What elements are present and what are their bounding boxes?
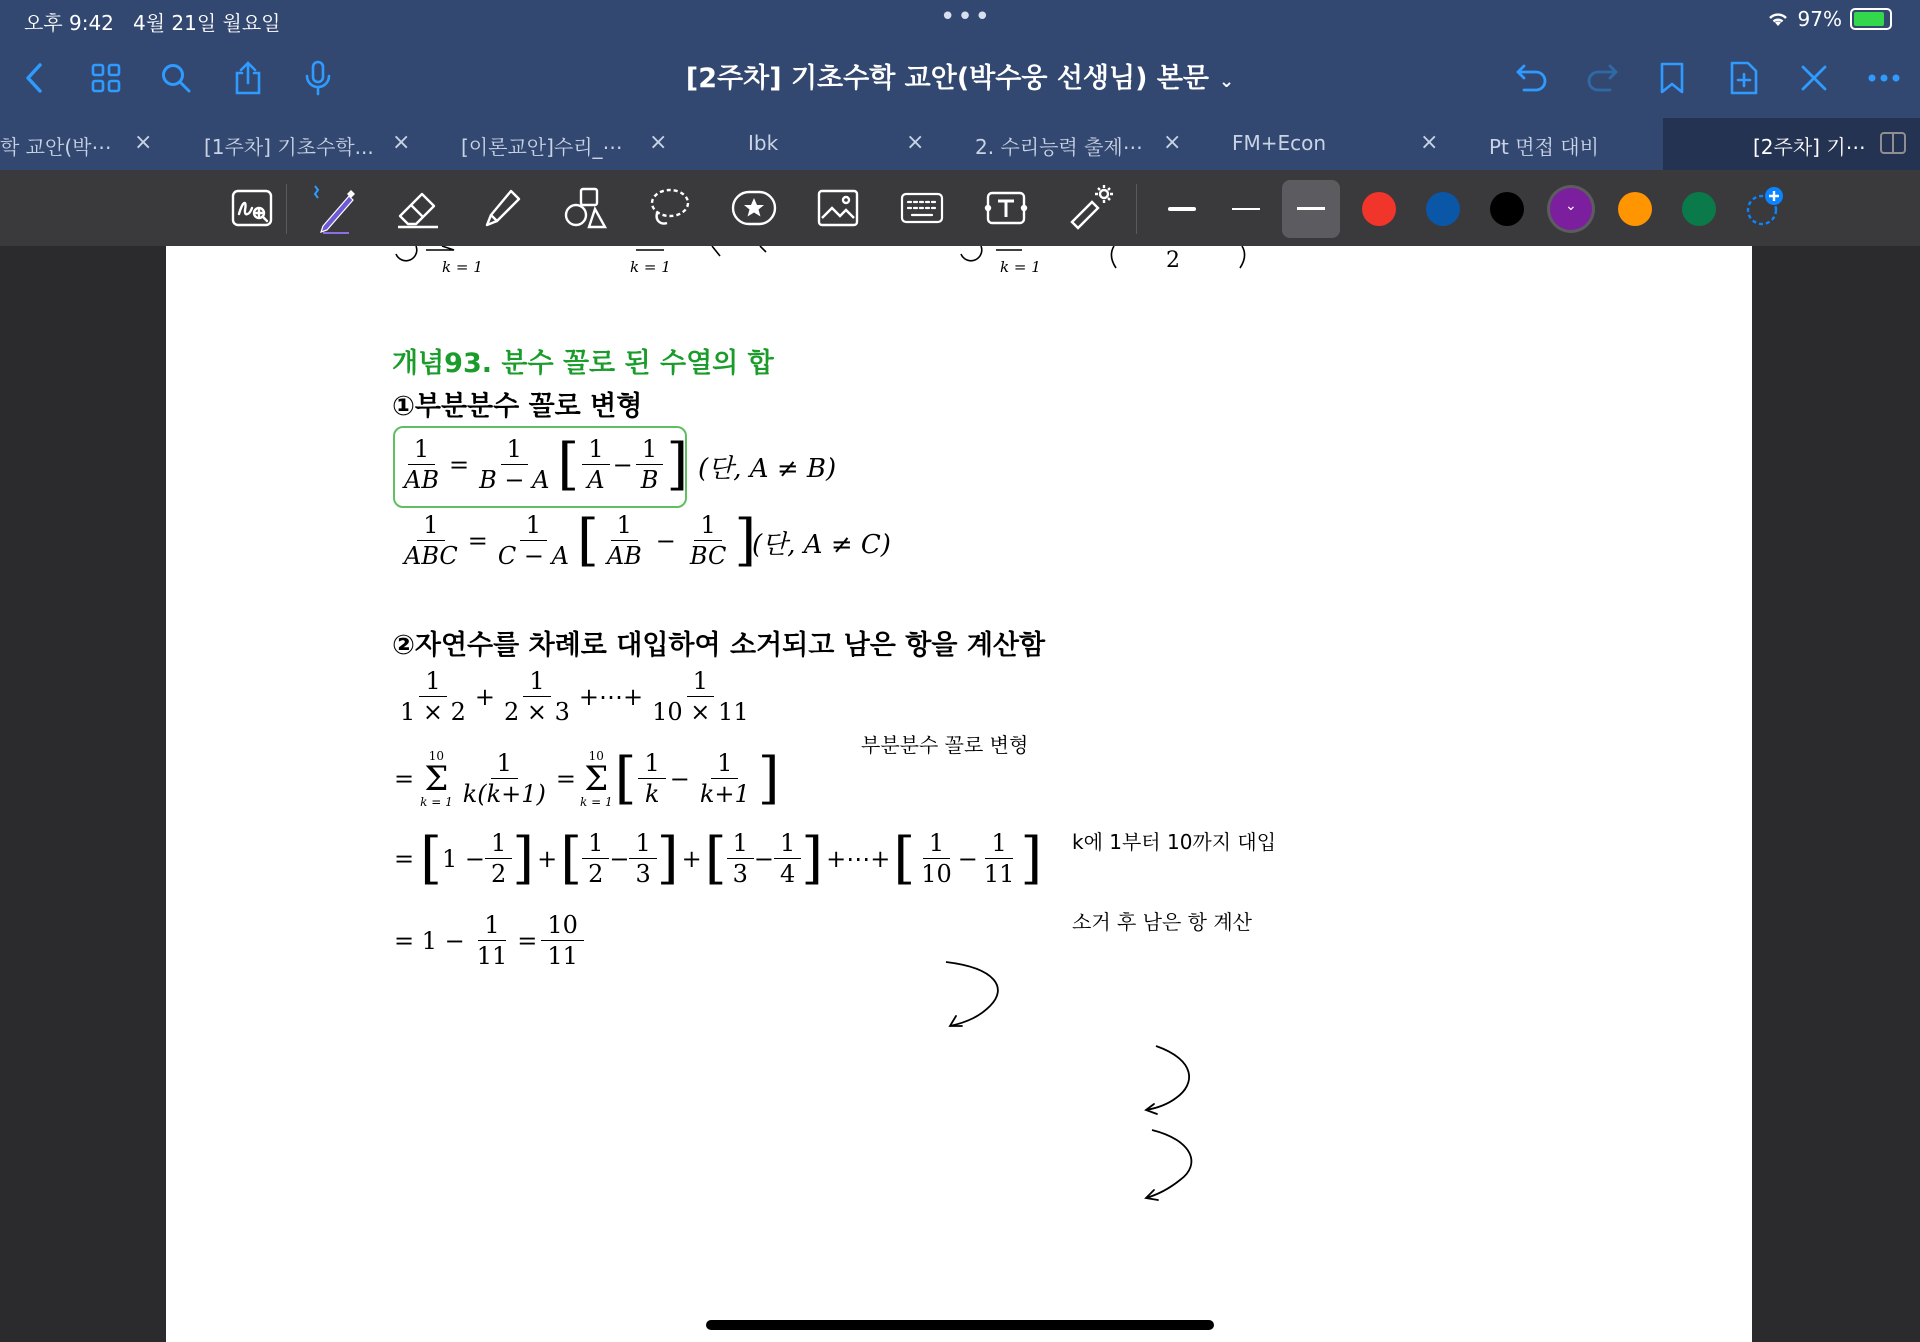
tab-label: Ibk <box>748 131 779 155</box>
annotation-arrows <box>766 706 1226 1226</box>
tab-label: 학 교안(박⋯ <box>0 135 112 159</box>
chevron-down-icon[interactable]: ⌄ <box>1218 71 1235 92</box>
example-line-3: = [ 1 − $\frac{1}{2}$ ] + [ $\frac{1}{2}$ − $\frac{1}{3}$ ] + [ $\frac{1}{3}$ − $\frac{1}{4}$ ] +⋯+ [ $\frac{1}{10}$ − $\frac{1}{11}$ ] <box>394 826 1043 891</box>
previous-formula-remnant <box>166 246 1752 286</box>
stroke-width-thick-selected[interactable] <box>1282 180 1340 238</box>
tab-label: [1주차] 기초수학... <box>204 135 374 159</box>
color-orange[interactable] <box>1618 192 1652 226</box>
formula-2: $\frac{1}{\text{ABC}}$ = $\frac{1}{C - A}$ [ $\frac{1}{AB}$ − $\frac{1}{BC}$ ] <box>404 508 757 573</box>
battery-percent: 97% <box>1797 7 1842 31</box>
tab-1[interactable] <box>160 118 417 170</box>
color-blue[interactable] <box>1426 192 1460 226</box>
color-green[interactable] <box>1682 192 1716 226</box>
bookmark-icon[interactable] <box>1652 58 1692 98</box>
split-view-icon[interactable] <box>1879 131 1907 155</box>
chevron-down-icon: ⌄ <box>1565 198 1577 214</box>
example-line-4: = 1 − $\frac{1}{11}$ = $\frac{10}{11}$ <box>394 910 584 971</box>
formula-1: $\frac{1}{AB}$ = $\frac{1}{B - A}$ [ $\frac{1}{A}$ − $\frac{1}{B}$ ] <box>404 432 689 497</box>
section-1-heading: ①부분분수 꼴로 변형 <box>392 391 643 422</box>
close-icon[interactable]: × <box>1163 130 1182 155</box>
stroke-width-medium-icon[interactable] <box>1232 208 1260 210</box>
lasso-icon[interactable] <box>642 180 698 236</box>
image-icon[interactable] <box>810 180 866 236</box>
tab-label: Pt 면접 대비 <box>1489 135 1599 159</box>
tab-6[interactable] <box>1445 118 1663 170</box>
formula-1-condition: (단, A ≠ B) <box>698 454 837 484</box>
tab-5[interactable] <box>1188 118 1445 170</box>
multitasking-dots-icon[interactable]: ••• <box>940 2 993 32</box>
handwriting-zoom-icon[interactable] <box>224 180 280 236</box>
tab-label: [이론교안]수리_⋯ <box>461 135 623 159</box>
annotation-substitute: k에 1부터 10까지 대입 <box>1072 830 1277 854</box>
annotation-cancel-remaining: 소거 후 남은 항 계산 <box>1072 910 1252 934</box>
close-icon[interactable]: × <box>392 130 411 155</box>
keyboard-icon[interactable] <box>894 180 950 236</box>
section-2-heading: ②자연수를 차례로 대입하여 소거되고 남은 항을 계산함 <box>392 630 1046 661</box>
shapes-icon[interactable] <box>558 180 614 236</box>
tab-label: 2. 수리능력 출제⋯ <box>975 135 1143 159</box>
toolbar-divider <box>286 184 287 234</box>
color-red[interactable] <box>1362 192 1396 226</box>
example-line-2: = 10 Σ k = 1 $\frac{1}{k(k+1)}$ = 10 Σ k = 1 [ $\frac{1}{k}$ − $\frac{1}{k+1}$ ] <box>394 746 780 811</box>
add-color-icon[interactable] <box>1746 186 1784 232</box>
sum-index-label: k = 1 <box>1000 258 1041 276</box>
pen-tool-icon[interactable] <box>306 180 362 236</box>
annotation-toolbar <box>0 170 1920 246</box>
document-page[interactable] <box>166 246 1752 1342</box>
battery-icon <box>1850 8 1892 30</box>
formula-2-condition: (단, A ≠ C) <box>752 530 891 560</box>
text-box-icon[interactable] <box>978 180 1034 236</box>
fraction-denominator: 2 <box>1166 248 1180 273</box>
add-page-icon[interactable] <box>1724 58 1764 98</box>
laser-pointer-icon[interactable] <box>1062 180 1118 236</box>
wifi-icon <box>1766 10 1790 28</box>
status-date: 4월 21일 월요일 <box>133 11 281 35</box>
close-icon[interactable]: × <box>1420 130 1439 155</box>
more-icon[interactable] <box>1864 58 1904 98</box>
status-bar <box>0 0 1920 38</box>
pen-mode-close-icon[interactable] <box>1794 58 1834 98</box>
sum-index-label: k = 1 <box>442 258 483 276</box>
close-icon[interactable]: × <box>134 130 153 155</box>
tab-label: FM+Econ <box>1232 131 1327 155</box>
undo-icon[interactable] <box>1512 58 1552 98</box>
tab-0[interactable] <box>0 118 160 170</box>
sticker-icon[interactable] <box>726 180 782 236</box>
sum-index-label: k = 1 <box>630 258 671 276</box>
concept-title: 개념93. 분수 꼴로 된 수열의 합 <box>392 348 774 379</box>
example-line-1: $\frac{1}{1 \times 2}$ + $\frac{1}{2 \times 3}$ +⋯+ $\frac{1}{10 \times 11}$ <box>400 667 749 726</box>
document-title[interactable]: [2주차] 기초수학 교안(박수웅 선생님) 본문 ⌄ <box>685 63 1235 94</box>
stroke-width-thin-icon[interactable] <box>1168 207 1196 211</box>
eraser-icon[interactable] <box>390 180 446 236</box>
color-purple-selected[interactable] <box>1550 188 1592 230</box>
status-time: 오후 9:42 4월 21일 월요일 <box>24 11 281 35</box>
close-icon[interactable]: × <box>649 130 668 155</box>
tab-7-active[interactable] <box>1663 118 1920 170</box>
tab-2[interactable] <box>417 118 674 170</box>
highlighter-icon[interactable] <box>474 180 530 236</box>
home-indicator[interactable] <box>706 1320 1214 1330</box>
toolbar-divider <box>1136 184 1137 234</box>
annotation-partial-fraction: 부분분수 꼴로 변형 <box>861 733 1029 757</box>
tab-bar <box>0 118 1920 170</box>
redo-icon[interactable] <box>1582 58 1622 98</box>
color-black[interactable] <box>1490 192 1524 226</box>
tab-4[interactable] <box>931 118 1188 170</box>
tab-3[interactable] <box>674 118 931 170</box>
close-icon[interactable]: × <box>906 130 925 155</box>
nav-bar <box>0 38 1920 118</box>
tab-label: [2주차] 기⋯ <box>1753 135 1866 159</box>
